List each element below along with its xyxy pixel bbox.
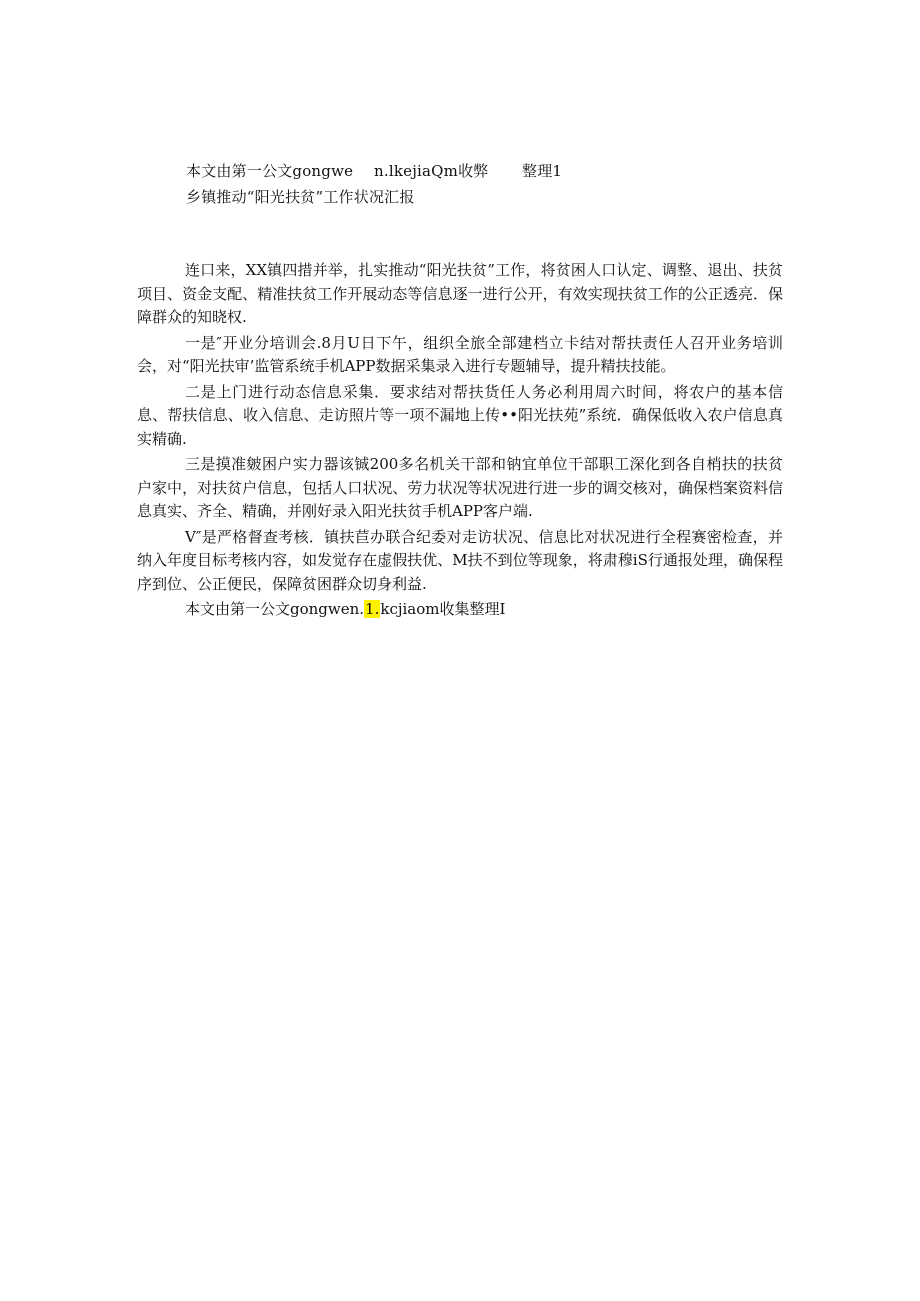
paragraph-measure-4: V″是严格督查考核．镇扶苣办联合纪委对走访状况、信息比对状况进行全程赛密检查，并纳入年度目标考核内容，如发觉存在虚假扶优、M扶不到位等现象，将肃穆iS行通报处理，确保程序到位、公正便民，保障贫困群众切身利益. [137,527,783,593]
paragraph-measure-3: 三是摸准皴困户实力器该铖200多名机关干部和钠宜单位干部职工深化到各自梢扶的扶贫户家中，对扶贫户信息，包括人口状况、劳力状况等状况进行进一步的调交核对，确保档案资料信息真实、齐全、精确，并刚好录入阳光扶贫手机APP客户端. [137,455,783,520]
footer-source-note [137,598,783,622]
footer-highlight: 1. [365,600,380,618]
source-note-part2: n.lkejiaQm收弊 [374,162,489,180]
footer-part1: 本文由第一公文gongwen. [185,600,365,618]
paragraph-measure-2: 二是上门进行动态信息采集．要求结对帮扶货任人务必利用周六时间，将农户的基本信息、帮扶信息、收入信息、走访照片等一项不漏地上传••阳光扶苑”系统．确保低收入农户信息真实精确. [137,382,783,448]
source-note-part3: 整理1 [522,162,563,180]
source-note [186,161,562,181]
source-note-part1: 本文由第一公文gongwe [186,162,354,180]
paragraph-intro: 连口来，XX镇四措并举，扎实推动“阳光扶贫”工作，将贫困人口认定、调整、退出、扶贫项目、资金支配、精准扶贫工作开展动态等信息逐一进行公开，有效实现扶贫工作的公正透亮．保障群众的知晓权. [137,261,783,326]
paragraph-measure-1: 一是″开业分培训会.8月U日下午，组织全旅全部建档立卡结对帮扶责任人召开业务培训会，对“阳光扶审’监管系统手机APP数据采集录入进行专题辅导，提升精扶技能。 [137,333,783,375]
document-body [137,259,783,622]
footer-part2: kcjiaom收集整理I [380,600,506,618]
document-title: 乡镇推动“阳光扶贫”工作状况汇报 [186,188,415,206]
